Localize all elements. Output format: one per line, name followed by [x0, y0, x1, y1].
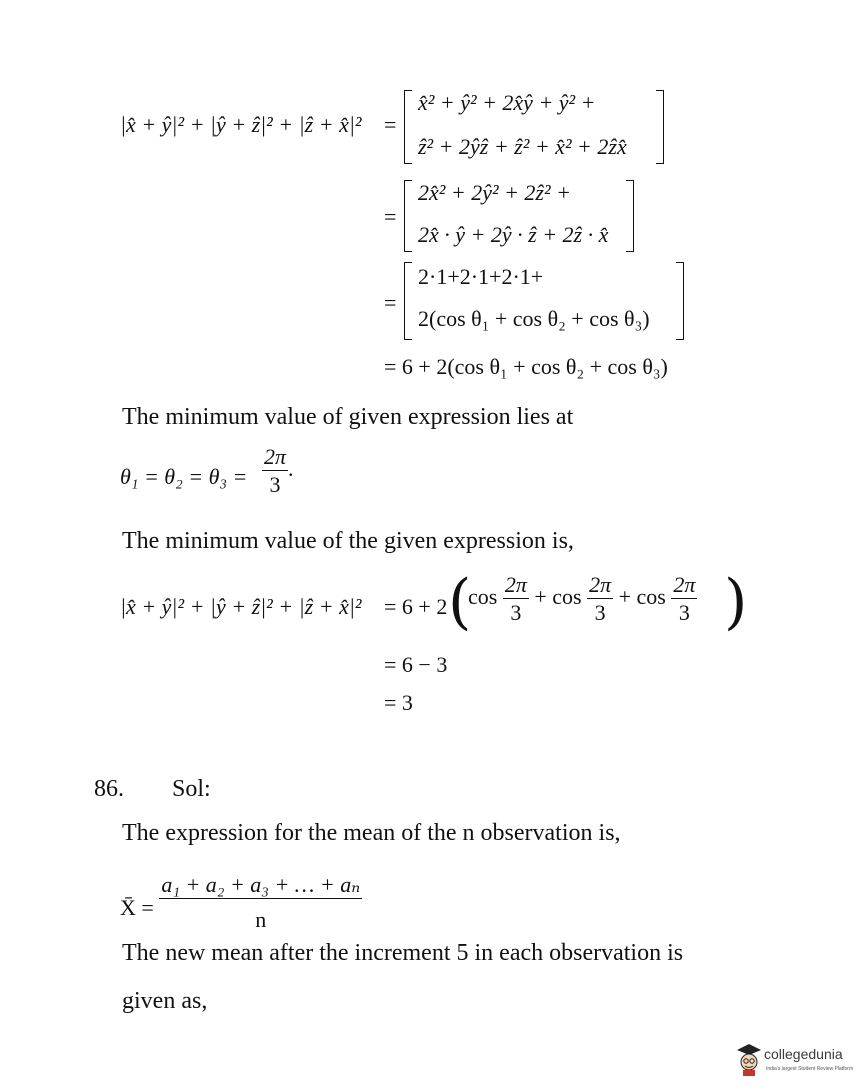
question-number: 86.	[94, 776, 124, 802]
eq1-line2: ẑ² + 2ŷẑ + ẑ² + x̂² + 2ẑx̂	[418, 134, 627, 159]
graduate-mascot-icon	[736, 1042, 762, 1076]
mean-numerator: a₁ + a₂ + a₃ + … + aₙ	[161, 872, 361, 897]
equals-sign-1: =	[384, 112, 397, 137]
theta-frac-num: 2π	[264, 444, 287, 469]
theta-fraction	[262, 446, 294, 496]
left-bracket-1	[404, 90, 412, 164]
right-paren: )	[724, 567, 748, 637]
xbar-symbol: X̄	[120, 895, 136, 920]
min-lies-at-text: The minimum value of given expression lies at	[122, 404, 574, 430]
result-line-2: = 3	[384, 690, 413, 715]
eq3-line2: 2(cos θ₁ + cos θ₂ + cos θ₃)	[418, 306, 650, 331]
frac3-num: 2π	[673, 572, 696, 597]
cos-3: + cos	[618, 584, 666, 610]
cos-2: + cos	[534, 584, 582, 610]
frac1-num: 2π	[504, 572, 527, 597]
theta-equality: θ₁ = θ₂ = θ₃ =	[120, 464, 248, 489]
theta-frac-den: 3	[269, 472, 281, 497]
eq2-line2: 2x̂ · ŷ + 2ŷ · ẑ + 2ẑ · x̂	[418, 222, 609, 247]
equals-sign-2: =	[384, 204, 397, 229]
lhs-expression-1: |x̂ + ŷ|² + |ŷ + ẑ|² + |ẑ + x̂|²	[120, 112, 362, 137]
left-paren: (	[448, 567, 472, 637]
frac1-den: 3	[510, 600, 522, 625]
logo-tagline: India's largest Student Review Platform	[766, 1066, 854, 1072]
six-plus-two: = 6 + 2	[384, 594, 448, 619]
frac2-den: 3	[594, 600, 606, 625]
right-bracket-1	[656, 90, 664, 164]
equals-sign-3: =	[384, 290, 397, 315]
new-mean-text-2: given as,	[122, 988, 208, 1014]
right-bracket-2	[626, 180, 634, 252]
new-mean-text-1: The new mean after the increment 5 in each observation is	[122, 940, 684, 966]
min-value-is-text: The minimum value of the given expression is,	[122, 528, 574, 554]
eq4-line: = 6 + 2(cos θ₁ + cos θ₂ + cos θ₃)	[384, 354, 668, 379]
mean-denominator: n	[255, 907, 267, 932]
cos-sum	[468, 574, 697, 624]
eq1-line1: x̂² + ŷ² + 2x̂ŷ + ŷ² +	[418, 90, 596, 115]
eq3-line1: 2·1+2·1+2·1+	[418, 264, 544, 289]
frac3-den: 3	[678, 600, 690, 625]
sol-label: Sol:	[172, 776, 211, 802]
mean-expression-text: The expression for the mean of the n observation is,	[122, 820, 621, 846]
result-line-1: = 6 − 3	[384, 652, 448, 677]
right-bracket-3	[676, 262, 684, 340]
cos-1: cos	[468, 584, 498, 610]
left-bracket-3	[404, 262, 412, 340]
theta-period: .	[288, 456, 294, 482]
logo-brand: collegedunia	[764, 1046, 843, 1062]
eq2-line1: 2x̂² + 2ŷ² + 2ẑ² +	[418, 180, 571, 205]
mean-equals: =	[141, 895, 154, 920]
lhs-expression-2: |x̂ + ŷ|² + |ŷ + ẑ|² + |ẑ + x̂|²	[120, 594, 362, 619]
collegedunia-logo	[736, 1040, 854, 1080]
left-bracket-2	[404, 180, 412, 252]
frac2-num: 2π	[589, 572, 612, 597]
mean-formula	[120, 874, 362, 931]
